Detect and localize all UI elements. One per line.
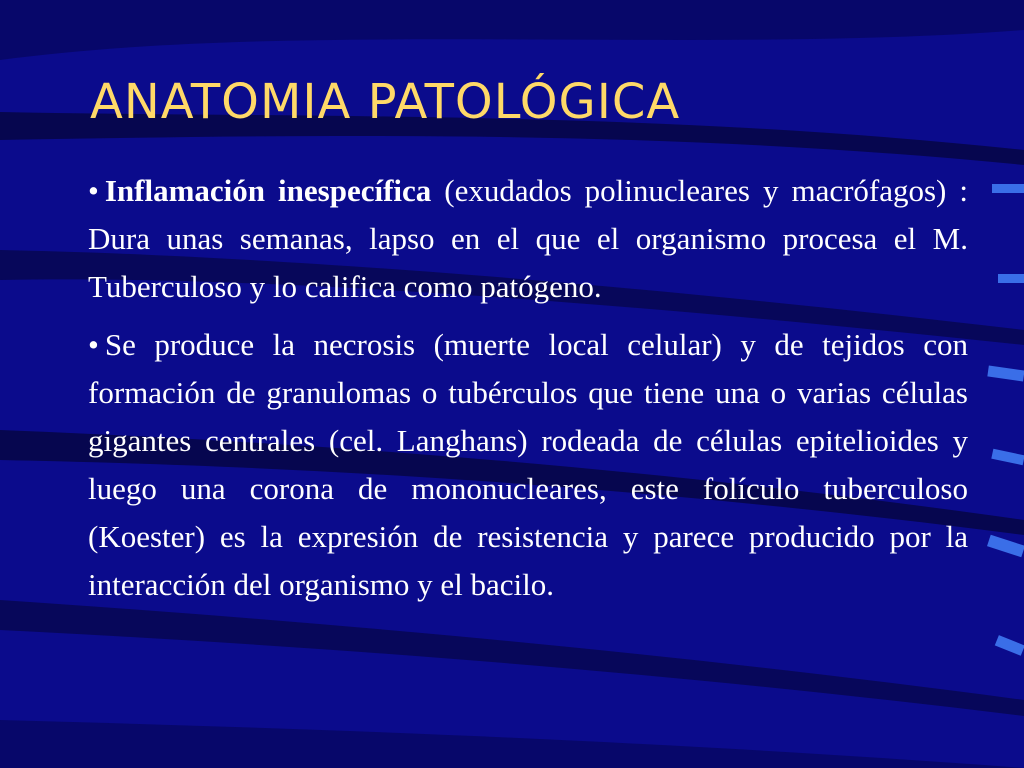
bullet-marker: • xyxy=(88,327,99,362)
accent-dash xyxy=(987,535,1024,558)
accent-dash xyxy=(992,184,1024,193)
accent-dash xyxy=(995,635,1024,656)
accent-dash xyxy=(987,366,1024,382)
bullet-list xyxy=(88,167,968,619)
wave-band xyxy=(0,720,1024,768)
wave-band xyxy=(0,0,1024,60)
bullet-bold-term: Inflamación inespecífica xyxy=(104,173,432,208)
bullet-text: (exudados polinucleares y macrófagos) : Dura unas semanas, lapso en el que el organismo procesa el M. Tuberculoso y lo califica como patógeno. xyxy=(88,173,968,304)
slide-title: ANATOMIA PATOLÓGICA xyxy=(90,74,681,130)
bullet-item-inflamacion xyxy=(88,167,968,311)
accent-dash xyxy=(991,449,1024,465)
bullet-item-necrosis xyxy=(88,321,968,609)
bullet-text: Se produce la necrosis (muerte local celular) y de tejidos con formación de granulomas o tubérculos que tiene una o varias células gigantes centrales (cel. Langhans) rodeada de células epitelioides y luego una corona de mononucleares, este folículo tuberculoso (Koester) es la expresión de resistencia y parece producido por la interacción del organismo y el bacilo. xyxy=(88,327,968,602)
accent-dash xyxy=(998,274,1024,283)
bullet-marker: • xyxy=(88,173,99,208)
